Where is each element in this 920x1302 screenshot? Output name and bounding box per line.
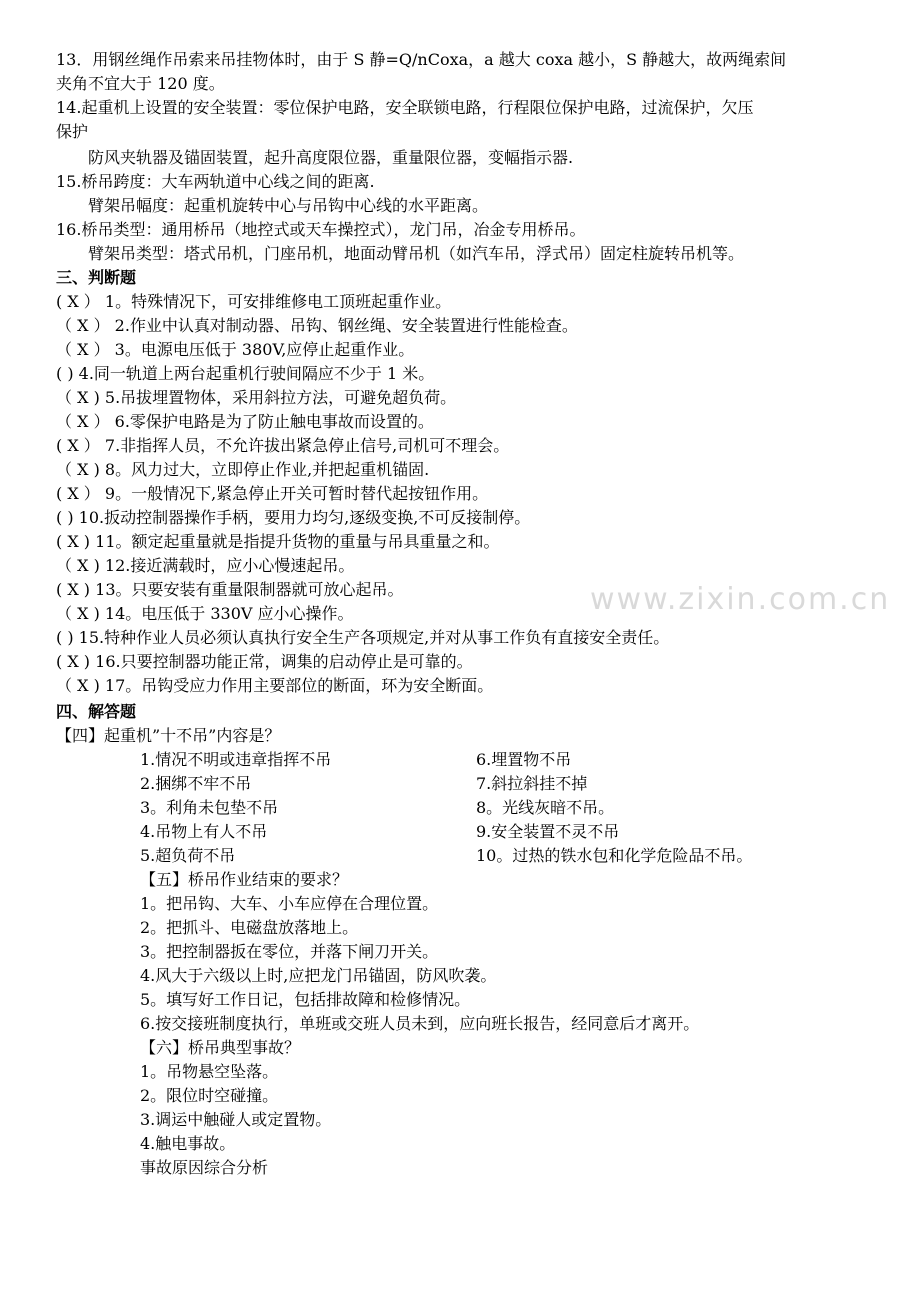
- judgment-item: ( X ) 11。额定起重量就是指提升货物的重量与吊具重量之和。: [56, 532, 500, 551]
- q4-right-item: 8。光线灰暗不吊。: [476, 798, 615, 817]
- watermark: www.zixin.com.cn: [590, 582, 891, 617]
- q14-line1: 14.起重机上设置的安全装置：零位保护电路，安全联锁电路，行程限位保护电路，过流保护，欠压: [56, 98, 754, 117]
- judgment-item: ( X ） 7.非指挥人员，不允许拔出紧急停止信号,司机可不理会。: [56, 436, 510, 455]
- q4-left-item: 2.捆绑不牢不吊: [140, 774, 252, 793]
- judgment-item: （ X ） 3。电源电压低于 380V,应停止起重作业。: [56, 340, 415, 359]
- q6-item: 4.触电事故。: [140, 1134, 236, 1153]
- q6-item: 2。限位时空碰撞。: [140, 1086, 279, 1105]
- judgment-item: ( X ） 9。一般情况下,紧急停止开关可暂时替代起按钮作用。: [56, 484, 489, 503]
- q13-line2: 夹角不宜大于 120 度。: [56, 74, 225, 93]
- q13-line1: 13．用钢丝绳作吊索来吊挂物体时，由于 S 静=Q/nCoxa，a 越大 coxa 越小，S 静越大，故两绳索间: [56, 50, 787, 69]
- q6-item: 3.调运中触碰人或定置物。: [140, 1110, 332, 1129]
- judgment-item: ( ) 15.特种作业人员必须认真执行安全生产各项规定,并对从事工作负有直接安全责任。: [56, 628, 670, 647]
- q4-left-item: 5.超负荷不吊: [140, 846, 236, 865]
- q15-line2: 臂架吊幅度：起重机旋转中心与吊钩中心线的水平距离。: [88, 196, 489, 215]
- q4-right-item: 7.斜拉斜挂不掉: [476, 774, 588, 793]
- section-title-judgment: 三、判断题: [56, 268, 137, 287]
- q4-right-item: 9.安全装置不灵不吊: [476, 822, 620, 841]
- q5-title: 【五】桥吊作业结束的要求？: [140, 870, 349, 889]
- judgment-item: （ X ) 5.吊拔埋置物体，采用斜拉方法，可避免超负荷。: [56, 388, 457, 407]
- q4-left-item: 3。利角未包垫不吊: [140, 798, 279, 817]
- q4-left-item: 4.吊物上有人不吊: [140, 822, 268, 841]
- q4-left-item: 1.情况不明或违章指挥不吊: [140, 750, 332, 769]
- q15-line1: 15.桥吊跨度：大车两轨道中心线之间的距离.: [56, 172, 375, 191]
- q16-line1: 16.桥吊类型：通用桥吊（地控式或天车操控式），龙门吊，冶金专用桥吊。: [56, 220, 586, 239]
- judgment-item: ( X ) 13。只要安装有重量限制器就可放心起吊。: [56, 580, 404, 599]
- q5-item: 5。填写好工作日记，包括排故障和检修情况。: [140, 990, 471, 1009]
- q5-item: 1。把吊钩、大车、小车应停在合理位置。: [140, 894, 439, 913]
- judgment-item: （ X ) 17。吊钩受应力作用主要部位的断面，环为安全断面。: [56, 676, 494, 695]
- judgment-item: ( X ） 1。特殊情况下，可安排维修电工顶班起重作业。: [56, 292, 452, 311]
- judgment-item: （ X ) 8。风力过大，立即停止作业,并把起重机锚固.: [56, 460, 430, 479]
- judgment-item: ( X ) 16.只要控制器功能正常，调集的启动停止是可靠的。: [56, 652, 473, 671]
- q5-item: 2。把抓斗、电磁盘放落地上。: [140, 918, 359, 937]
- judgment-item: （ X ) 12.接近满载时，应小心慢速起吊。: [56, 556, 355, 575]
- judgment-item: （ X ) 14。电压低于 330V 应小心操作。: [56, 604, 354, 623]
- judgment-item: ( ) 10.扳动控制器操作手柄，要用力均匀,逐级变换,不可反接制停。: [56, 508, 531, 527]
- judgment-item: （ X ） 2.作业中认真对制动器、吊钩、钢丝绳、安全装置进行性能检查。: [56, 316, 578, 335]
- section-title-answers: 四、解答题: [56, 702, 137, 721]
- q4-right-item: 10。过热的铁水包和化学危险品不吊。: [476, 846, 753, 865]
- q4-right-item: 6.埋置物不吊: [476, 750, 572, 769]
- q5-item: 3。把控制器扳在零位，并落下闸刀开关。: [140, 942, 439, 961]
- q5-item: 6.按交接班制度执行，单班或交班人员未到，应向班长报告，经同意后才离开。: [140, 1014, 700, 1033]
- q4-title: 【四】起重机”十不吊”内容是？: [56, 726, 281, 745]
- judgment-item: （ X ） 6.零保护电路是为了防止触电事故而设置的。: [56, 412, 434, 431]
- q6-item: 事故原因综合分析: [140, 1158, 269, 1177]
- q6-title: 【六】桥吊典型事故？: [140, 1038, 301, 1057]
- q14-line2: 保护: [56, 122, 89, 141]
- judgment-item: ( ) 4.同一轨道上两台起重机行驶间隔应不少于 1 米。: [56, 364, 435, 383]
- q6-item: 1。吊物悬空坠落。: [140, 1062, 279, 1081]
- q16-line2: 臂架吊类型：塔式吊机，门座吊机，地面动臂吊机（如汽车吊，浮式吊）固定柱旋转吊机等。: [88, 244, 745, 263]
- q14-line3: 防风夹轨器及锚固装置，起升高度限位器，重量限位器，变幅指示器.: [88, 148, 574, 167]
- q5-item: 4.风大于六级以上时,应把龙门吊锚固，防风吹袭。: [140, 966, 497, 985]
